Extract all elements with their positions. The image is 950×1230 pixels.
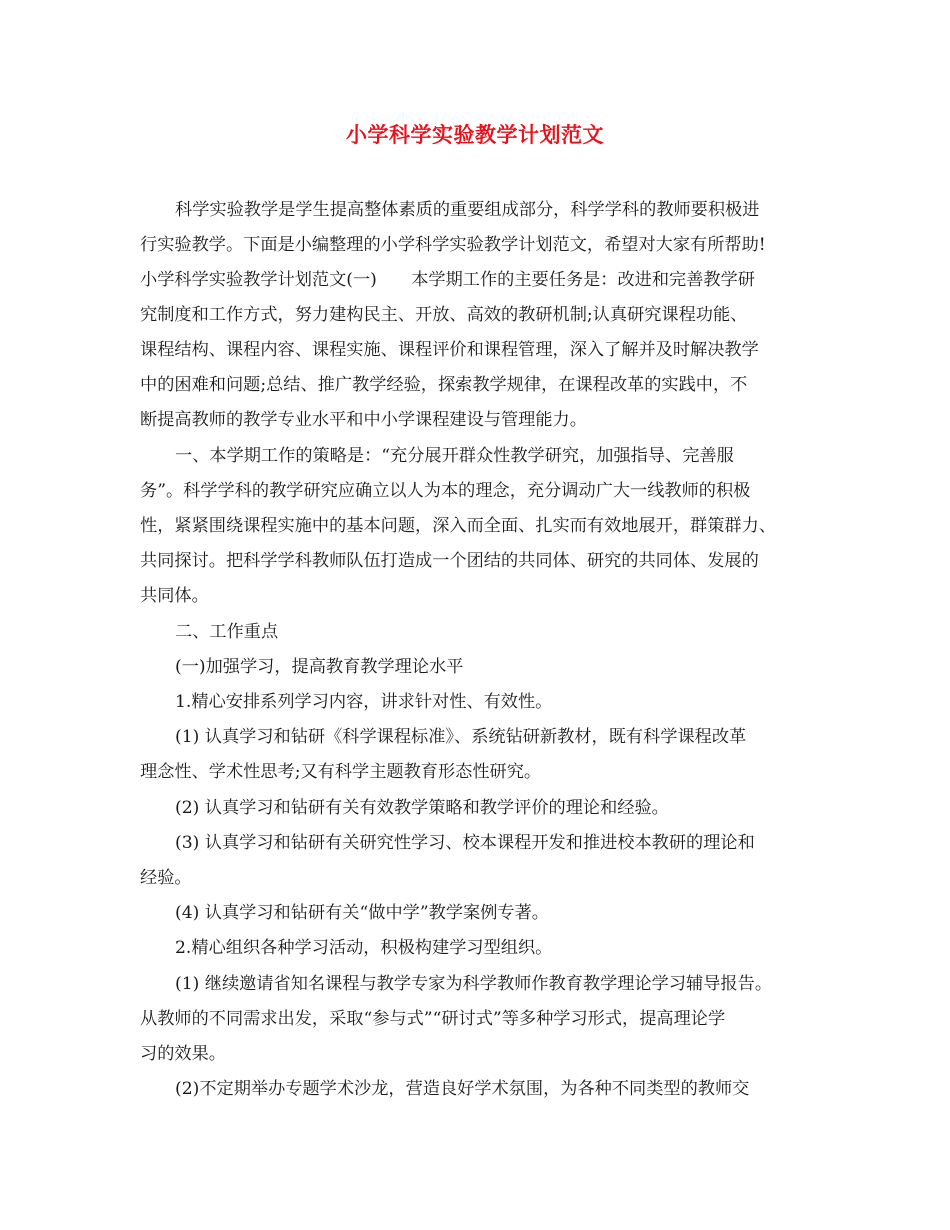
section-heading: 二、工作重点 [175, 622, 279, 642]
paragraph-line: 科学实验教学是学生提高整体素质的重要组成部分，科学学科的教师要积极进 [175, 200, 760, 220]
subsection-heading: (一)加强学习，提高教育教学理论水平 [175, 657, 464, 677]
paragraph-line: 务”。科学学科的教学研究应确立以人为本的理念，充分调动广大一线教师的积极 [140, 481, 751, 501]
paragraph-line: 2.精心组织各种学习活动，积极构建学习型组织。 [175, 938, 553, 958]
paragraph-line: (1) 继续邀请省知名课程与教学专家为科学教师作教育教学理论学习辅导报告。 [175, 974, 773, 994]
paragraph-line: (3) 认真学习和钻研有关研究性学习、校本课程开发和推进校本教研的理论和 [175, 833, 755, 853]
paragraph-line: 共同体。 [140, 586, 209, 606]
paragraph-line: 从教师的不同需求出发，采取“参与式”“研讨式”等多种学习形式，提高理论学 [140, 1009, 726, 1029]
paragraph-line: 中的困难和问题;总结、推广教学经验，探索教学规律，在课程改革的实践中，不 [140, 375, 748, 395]
paragraph-line: 习的效果。 [140, 1044, 226, 1064]
paragraph-line: 1.精心安排系列学习内容，讲求针对性、有效性。 [175, 692, 553, 712]
paragraph-line: (1) 认真学习和钻研《科学课程标准》、系统钻研新教材，既有科学课程改革 [175, 727, 747, 747]
paragraph-line: 理念性、学术性思考;又有科学主题教育形态性研究。 [140, 762, 542, 782]
paragraph-line: 行实验教学。下面是小编整理的小学科学实验教学计划范文，希望对大家有所帮助! [140, 235, 766, 255]
paragraph-line: (4) 认真学习和钻研有关“做中学”教学案例专著。 [175, 903, 549, 923]
paragraph-line: 小学科学实验教学计划范文(一) 本学期工作的主要任务是：改进和完善教学研 [140, 270, 755, 290]
paragraph-line: (2)不定期举办专题学术沙龙，营造良好学术氛围，为各种不同类型的教师交 [175, 1079, 750, 1099]
document-title: 小学科学实验教学计划范文 [346, 122, 604, 147]
paragraph-line: 断提高教师的教学专业水平和中小学课程建设与管理能力。 [140, 410, 587, 430]
paragraph-line: 性，紧紧围绕课程实施中的基本问题，深入而全面、扎实而有效地展开，群策群力、 [140, 516, 776, 536]
paragraph-line: 究制度和工作方式，努力建构民主、开放、高效的教研机制;认真研究课程功能、 [140, 305, 748, 325]
paragraph-line: (2) 认真学习和钻研有关有效教学策略和教学评价的理论和经验。 [175, 798, 669, 818]
paragraph-line: 一、本学期工作的策略是：“充分展开群众性教学研究，加强指导、完善服 [175, 446, 734, 466]
paragraph-line: 经验。 [140, 868, 192, 888]
paragraph-line: 课程结构、课程内容、课程实施、课程评价和课程管理，深入了解并及时解决教学 [140, 340, 759, 360]
paragraph-line: 共同探讨。把科学学科教师队伍打造成一个团结的共同体、研究的共同体、发展的 [140, 551, 759, 571]
